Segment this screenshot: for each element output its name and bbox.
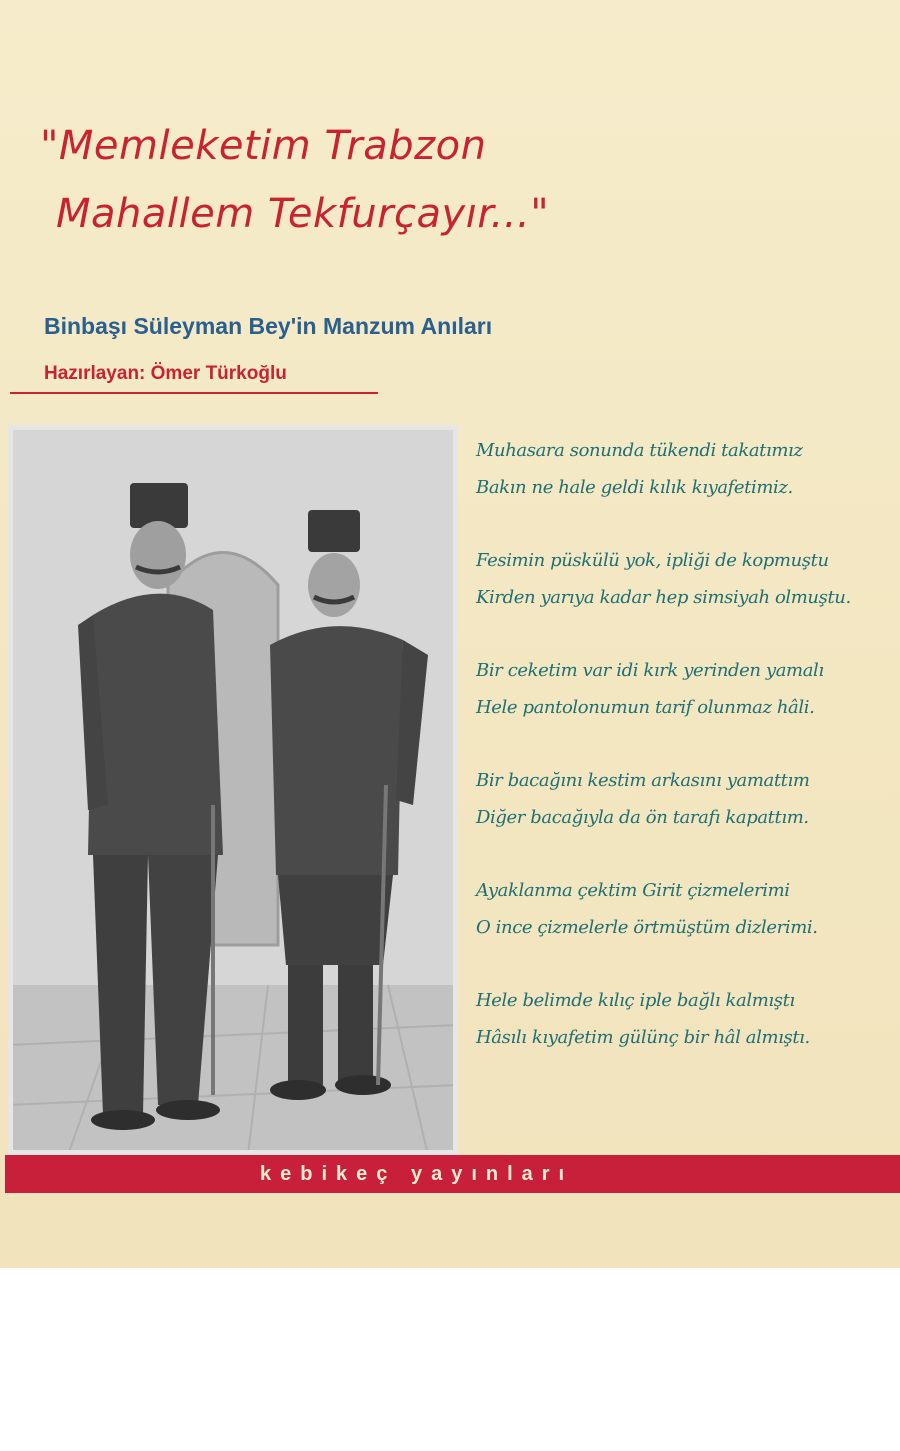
poem-line: Bakın ne hale geldi kılık kıyafetimiz. [476, 477, 793, 498]
book-title [40, 112, 740, 248]
poem-line: Muhasara sonunda tükendi takatımız [476, 440, 803, 461]
poem-line: Kirden yarıya kadar hep simsiyah olmuştu. [476, 587, 851, 608]
poem-stanza [476, 542, 896, 616]
poem-stanza [476, 432, 896, 506]
poem-line: Fesimin püskülü yok, ipliği de kopmuştu [476, 550, 829, 571]
poem-stanza [476, 762, 896, 836]
editor-credit: Hazırlayan: Ömer Türkoğlu [44, 363, 287, 384]
publisher-banner [5, 1155, 900, 1193]
poem-line: Ayaklanma çektim Girit çizmelerimi [476, 880, 790, 901]
publisher-name: kebikeç yayınları [260, 1163, 574, 1185]
poem-line: Hâsılı kıyafetim gülünç bir hâl almıştı. [476, 1027, 810, 1048]
poem-stanza [476, 982, 896, 1056]
poem-line: O ince çizmelerle örtmüştüm dizlerimi. [476, 917, 818, 938]
title-line-1: "Memleketim Trabzon [40, 123, 487, 169]
poem-line: Bir ceketim var idi kırk yerinden yamalı [476, 660, 824, 681]
title-line-2: Mahallem Tekfurçayır..." [56, 191, 550, 237]
historical-photograph [8, 425, 458, 1155]
poem-stanza [476, 872, 896, 946]
poem-line: Hele belimde kılıç iple bağlı kalmıştı [476, 990, 795, 1011]
poem-line: Bir bacağını kestim arkasını yamattım [476, 770, 810, 791]
photo-illustration [8, 425, 458, 1155]
poem-stanza [476, 652, 896, 726]
poem-line: Hele pantolonumun tarif olunmaz hâli. [476, 697, 815, 718]
poem-line: Diğer bacağıyla da ön tarafı kapattım. [476, 807, 809, 828]
book-subtitle: Binbaşı Süleyman Bey'in Manzum Anıları [44, 313, 493, 339]
poem [476, 432, 896, 1092]
editor-underline [10, 392, 378, 394]
